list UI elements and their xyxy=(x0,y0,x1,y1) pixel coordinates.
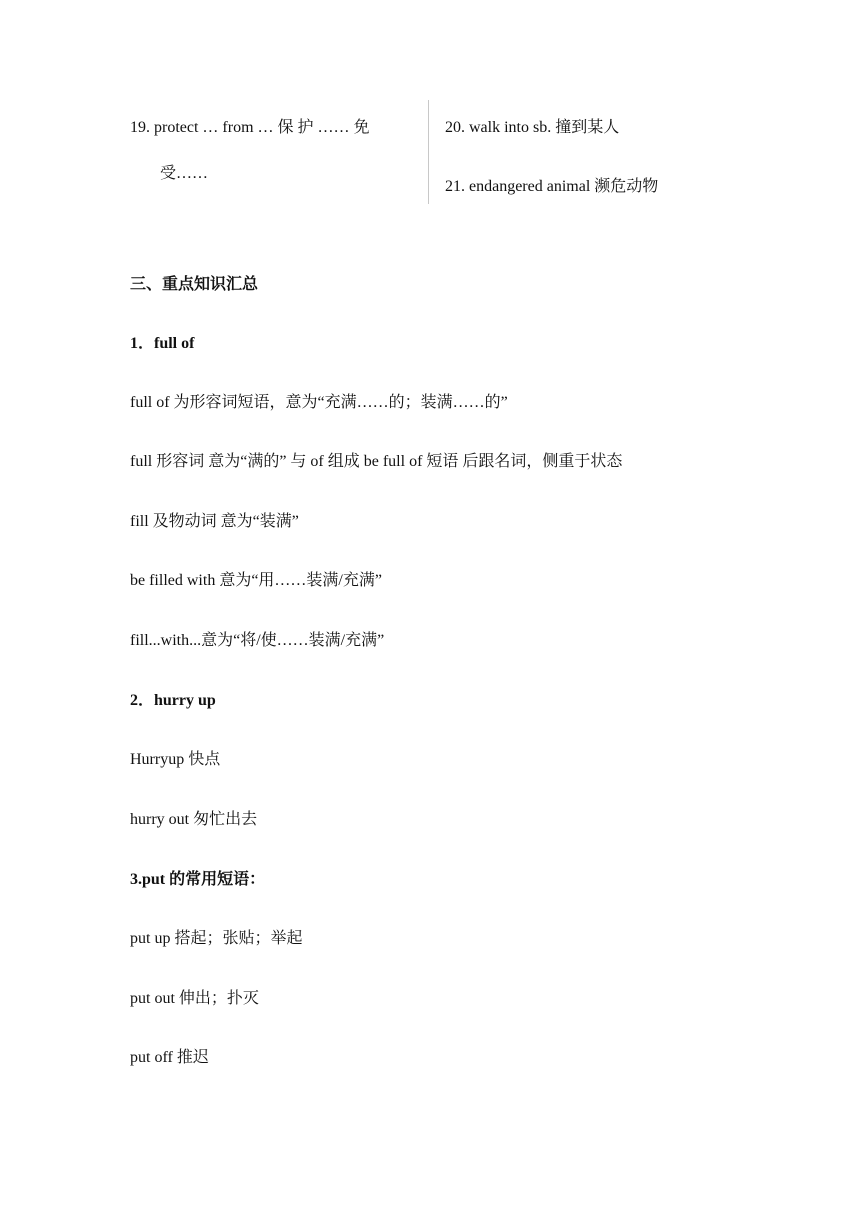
text-line-hurryup: Hurryup 快点 xyxy=(130,751,221,768)
text-line-be-filled-with: be filled with 意为“用……装满/充满” xyxy=(130,572,382,589)
text-line-hurry-out: hurry out 匆忙出去 xyxy=(130,811,258,828)
vocab-column-right xyxy=(445,100,705,204)
text-line-fill-verb: fill 及物动词 意为“装满” xyxy=(130,513,299,530)
text-line-put-off: put off 推迟 xyxy=(130,1049,209,1066)
vocabulary-table xyxy=(130,100,700,204)
section-heading: 三、重点知识汇总 xyxy=(130,274,259,293)
text-line-full-adjective: full 形容词 意为“满的” 与 of 组成 be full of 短语 后跟名词，侧重于状态 xyxy=(130,453,623,470)
column-divider xyxy=(428,100,429,204)
text-line-fill-with: fill...with...意为“将/使……装满/充满” xyxy=(130,632,385,649)
vocab-item-19-line-2: 受…… xyxy=(160,165,209,182)
vocab-column-left xyxy=(130,100,420,204)
item-heading-full-of: 1．full of xyxy=(130,335,195,352)
item-heading-hurry-up: 2．hurry up xyxy=(130,692,216,709)
vocab-item-20: 20. walk into sb. 撞到某人 xyxy=(445,119,620,136)
text-line-put-out: put out 伸出；扑灭 xyxy=(130,990,259,1007)
item-heading-put-phrases: 3.put 的常用短语： xyxy=(130,871,266,888)
text-line-put-up: put up 搭起；张贴；举起 xyxy=(130,930,303,947)
text-line-full-of-meaning: full of 为形容词短语，意为“充满……的；装满……的” xyxy=(130,394,508,411)
vocab-item-21: 21. endangered animal 濒危动物 xyxy=(445,178,659,195)
vocab-item-19-line-1: 19. protect … from … 保 护 …… 免 xyxy=(130,119,370,136)
